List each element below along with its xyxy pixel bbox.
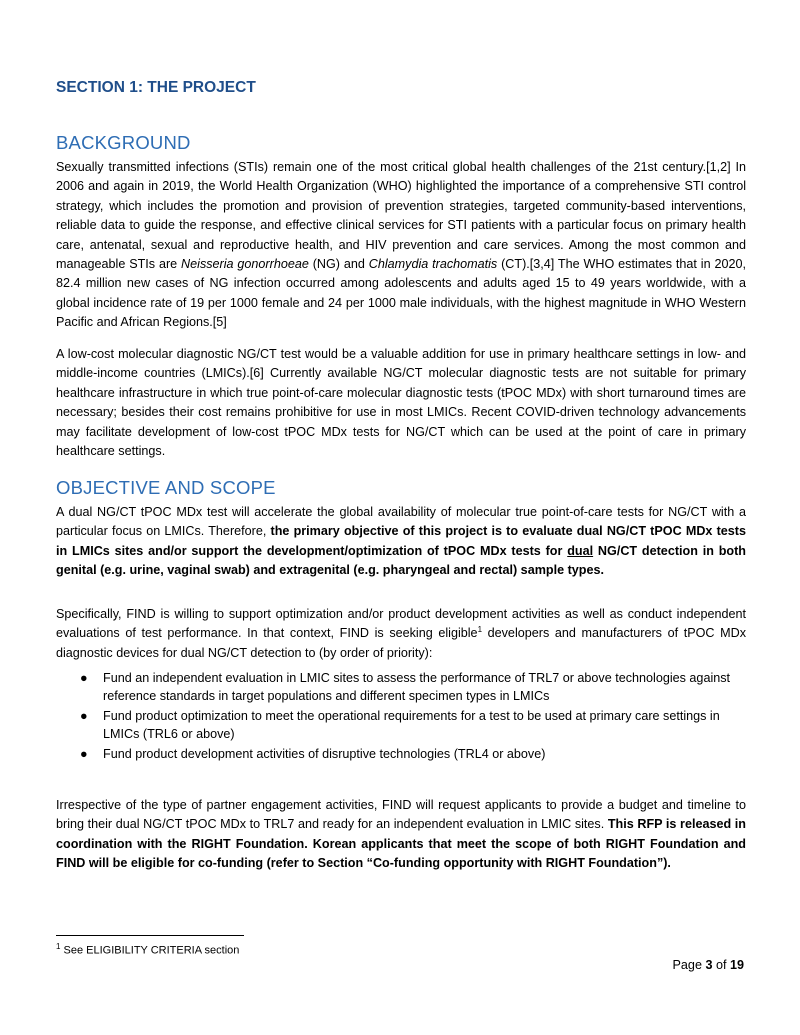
priority-list <box>56 669 746 765</box>
list-item <box>56 745 746 763</box>
list-item <box>56 669 746 705</box>
list-item-text: Fund product development activities of disruptive technologies (TRL4 or above) <box>103 747 546 761</box>
bullet-icon: ● <box>80 671 88 685</box>
footnote-number: 1 <box>56 942 61 951</box>
objective-p1-text: A dual NG/CT tPOC MDx test will accelerate the global availability of molecular true point-of-care tests for NG/CT with a particular focus on LMICs. Therefore, <box>56 505 746 539</box>
page-number-prefix: Page <box>672 958 706 972</box>
objective-p2-end: developers and manufacturers of tPOC MDx diagnostic devices for dual NG/CT detection to (by order of priority): <box>56 626 746 660</box>
objective-p1-bold-a: the primary objective of this project is to evaluate dual NG/CT tPOC MDx tests in LMICs sites and/or support the development/optimization of tPOC MDx tests for <box>56 524 746 558</box>
objective-paragraph-2 <box>56 605 746 663</box>
footnote-divider <box>56 935 244 936</box>
list-item-text: Fund product optimization to meet the operational requirements for a test to be used at primary care settings in LMICs (TRL6 or above) <box>103 709 720 741</box>
section-title: SECTION 1: THE PROJECT <box>56 79 256 96</box>
background-p1-end: (CT).[3,4] The WHO estimates that in 2020, 82.4 million new cases of NG infection occurred among adolescents and adults aged 15 to 49 years worldwide, with a global incidence rate of 19 per 1000 female and 24 per 1000 male individuals, with the highest magnitude in WHO Western Pacific and African Regions.[5] <box>56 257 746 330</box>
list-item-text: Fund an independent evaluation in LMIC sites to assess the performance of TRL7 or above technologies against reference standards in target populations and different specimen types in LMICs <box>103 671 731 703</box>
objective-p1-bold-b: NG/CT detection in both genital (e.g. urine, vaginal swab) and extragenital (e.g. pharyngeal and rectal) sample types. <box>56 543 746 578</box>
bullet-icon: ● <box>80 747 88 761</box>
objective-p3-text: Irrespective of the type of partner engagement activities, FIND will request applicants to provide a budget and timeline to bring their dual NG/CT tPOC MDx to TRL7 and ready for an independent evaluation in LMIC sites. <box>56 798 746 832</box>
page-number <box>673 958 744 972</box>
objective-paragraph-1 <box>56 503 746 581</box>
footnote <box>56 942 239 957</box>
footnote-text: See ELIGIBILITY CRITERIA section <box>60 944 240 957</box>
background-p1-mid: (NG) and <box>308 257 369 272</box>
background-paragraph-1 <box>56 158 746 333</box>
page-number-total: 19 <box>729 958 744 972</box>
objective-paragraph-3 <box>56 796 746 874</box>
bullet-icon: ● <box>80 709 88 723</box>
ng-species-name: Neisseria gonorrhoeae <box>181 257 309 272</box>
page-number-current: 3 <box>705 958 713 972</box>
background-p1-text: Sexually transmitted infections (STIs) remain one of the most critical global health challenges of the 21st century.[1,2] In 2006 and again in 2019, the World Health Organization (WHO) highlighted the importance of a comprehensive STI control strategy, which includes the promotion and provision of prevention strategies, targeted community-based interventions, reliable data to guide the response, and effective clinical services for STI patients with a particular focus on primary health care, antenatal, sexual and reproductive health, and HIV prevention and care services. Among the most common and manageable STIs are <box>56 160 746 272</box>
background-paragraph-2: A low-cost molecular diagnostic NG/CT test would be a valuable addition for use in primary healthcare settings in low- and middle-income countries (LMICs).[6] Currently available NG/CT molecular diagnostic tests are not suitable for primary healthcare infrastructure in which true point-of-care molecular diagnostic tests (tPOC MDx) with short turnaround times are necessary; besides their cost remains prohibitive for use in most LMICs. Recent COVID-driven technology advancements may facilitate development of low-cost tPOC MDx tests for NG/CT which can be used at the point of care in primary healthcare settings. <box>56 347 746 459</box>
objective-p3-bold: This RFP is released in coordination with the RIGHT Foundation. Korean applicants that meet the scope of both RIGHT Foundation and FIND will be eligible for co-funding (refer to Section “Co-funding opportunity with RIGHT Foundation”). <box>56 817 746 871</box>
ct-species-name: Chlamydia trachomatis <box>368 257 498 272</box>
objective-p2-text: Specifically, FIND is willing to support optimization and/or product development activities as well as conduct independent evaluations of test performance. In that context, FIND is seeking eligible <box>56 607 746 641</box>
list-item <box>56 707 746 743</box>
background-heading: BACKGROUND <box>56 132 191 153</box>
objective-heading: OBJECTIVE AND SCOPE <box>56 477 276 498</box>
objective-p1-underline: dual <box>567 543 594 558</box>
page-number-of: of <box>712 958 730 972</box>
footnote-reference[interactable]: 1 <box>477 625 483 635</box>
